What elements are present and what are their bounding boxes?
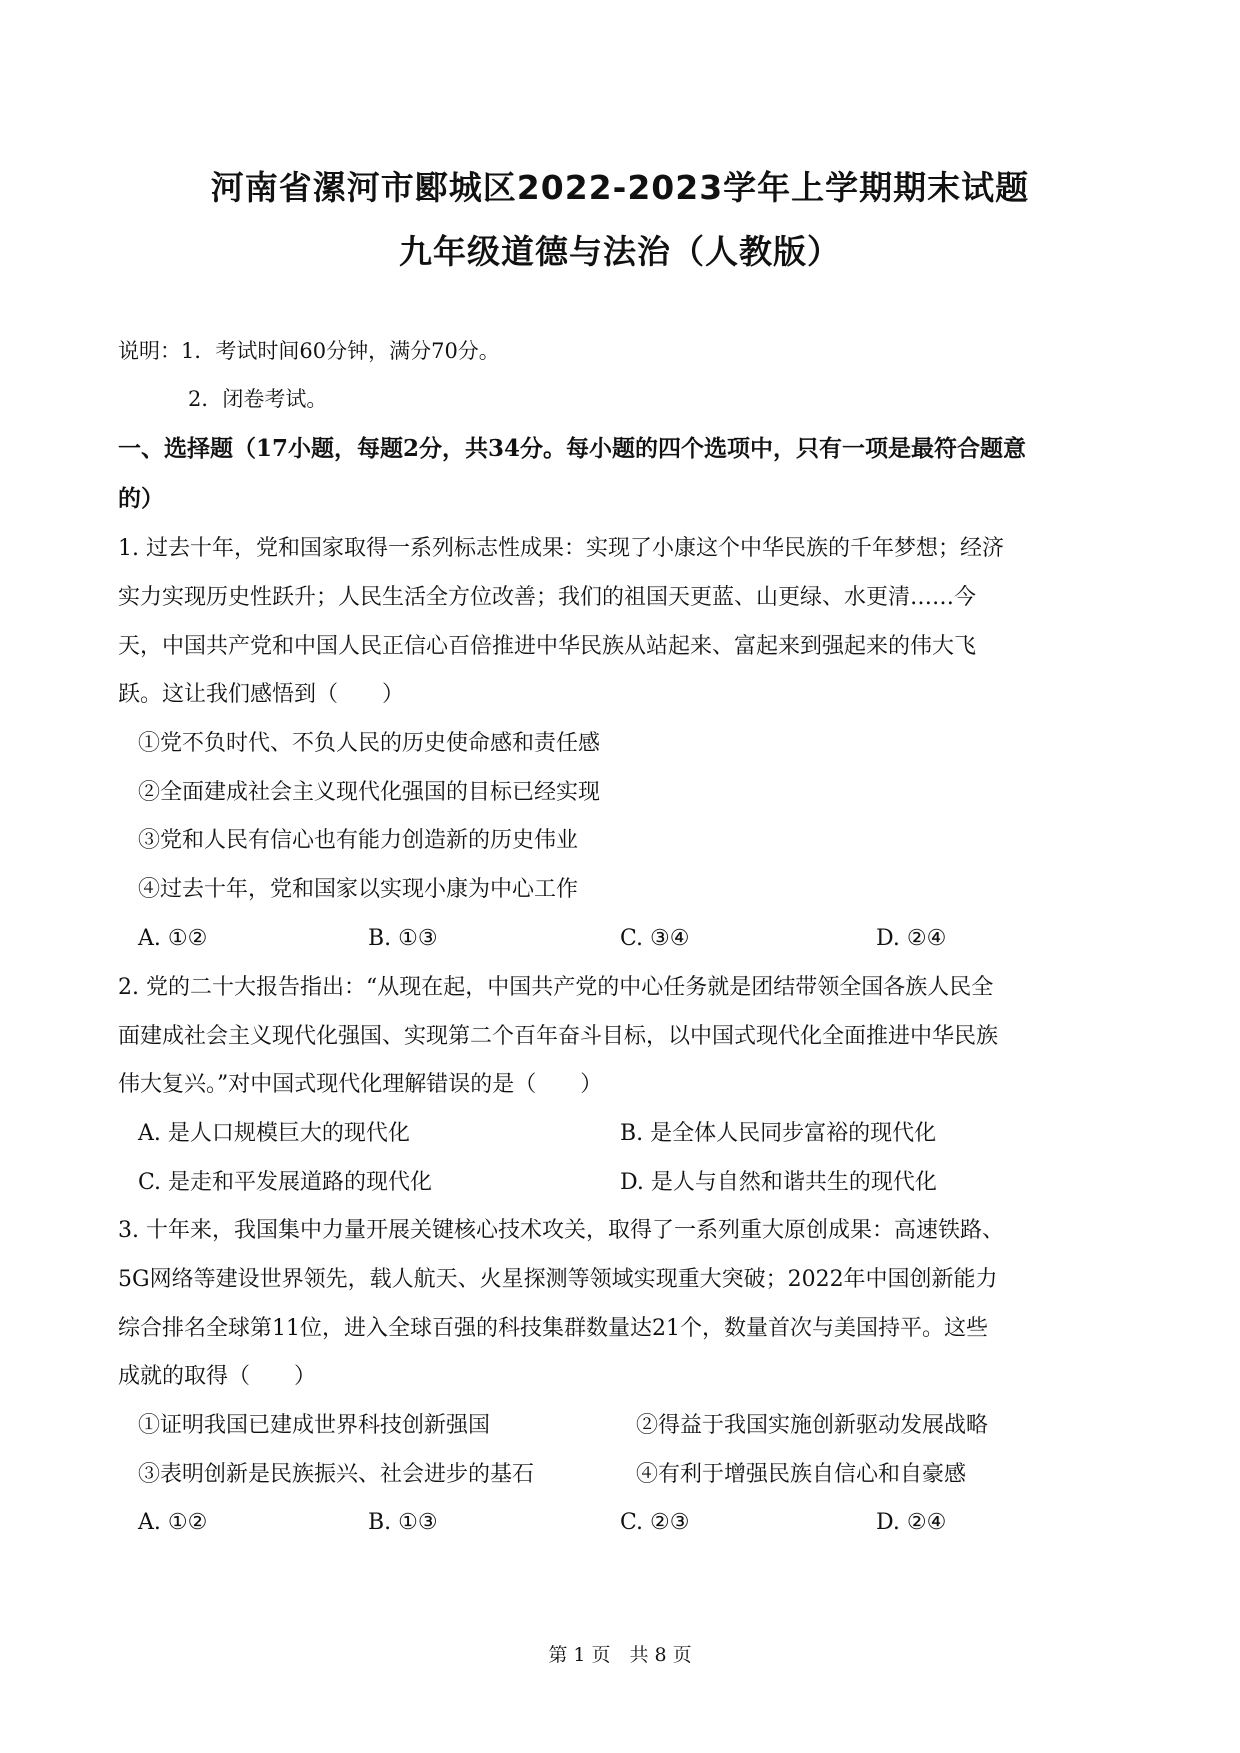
- question-2-stem: 2. 党的二十大报告指出：“从现在起，中国共产党的中心任务就是团结带领全国各族人民全: [118, 975, 994, 1000]
- question-3-statement: ④有利于增强民族自信心和自豪感: [636, 1462, 967, 1487]
- question-2-option-b: B. 是全体人民同步富裕的现代化: [620, 1121, 937, 1146]
- question-3-option-c: C. ②③: [620, 1510, 690, 1535]
- question-3-stem: 成就的取得（ ）: [118, 1364, 317, 1389]
- question-2-option-a: A. 是人口规模巨大的现代化: [138, 1121, 410, 1146]
- question-1-stem: 实力实现历史性跃升；人民生活全方位改善；我们的祖国天更蓝、山更绿、水更清……今: [118, 585, 977, 610]
- question-3-stem: 综合排名全球第11位，进入全球百强的科技集群数量达21个，数量首次与美国持平。这些: [118, 1316, 988, 1341]
- question-1-option-b: B. ①③: [368, 926, 438, 951]
- exam-subtitle: 九年级道德与法治（人教版）: [399, 232, 841, 271]
- question-1-stem: 1. 过去十年，党和国家取得一系列标志性成果：实现了小康这个中华民族的千年梦想；经济: [118, 536, 1004, 561]
- question-3-statement: ③表明创新是民族振兴、社会进步的基石: [138, 1462, 535, 1487]
- question-1-statement: ④过去十年，党和国家以实现小康为中心工作: [138, 877, 579, 902]
- question-3-stem: 3. 十年来，我国集中力量开展关键核心技术攻关，取得了一系列重大原创成果：高速铁路、: [118, 1218, 1004, 1243]
- question-1-statement: ③党和人民有信心也有能力创造新的历史伟业: [138, 828, 579, 853]
- question-1-option-d: D. ②④: [876, 926, 947, 951]
- question-3-statement: ②得益于我国实施创新驱动发展战略: [636, 1413, 989, 1438]
- question-1-option-a: A. ①②: [138, 926, 208, 951]
- question-3-option-a: A. ①②: [138, 1510, 208, 1535]
- question-1-statement: ①党不负时代、不负人民的历史使命感和责任感: [138, 731, 601, 756]
- question-1-stem: 跃。这让我们感悟到（ ）: [118, 682, 405, 707]
- section-heading-cont: 的）: [118, 485, 164, 512]
- question-2-stem: 伟大复兴。”对中国式现代化理解错误的是（ ）: [118, 1072, 603, 1097]
- question-3-statement: ①证明我国已建成世界科技创新强国: [138, 1413, 491, 1438]
- question-3-stem: 5G网络等建设世界领先，载人航天、火星探测等领域实现重大突破；2022年中国创新能力: [118, 1267, 998, 1292]
- question-1-statement: ②全面建成社会主义现代化强国的目标已经实现: [138, 780, 601, 805]
- instruction-line-1: 说明：1．考试时间60分钟，满分70分。: [118, 339, 500, 363]
- instruction-line-2: 2．闭卷考试。: [188, 387, 328, 411]
- section-heading: 一、选择题（17小题，每题2分，共34分。每小题的四个选项中，只有一项是最符合题意: [118, 435, 1027, 462]
- question-2-option-c: C. 是走和平发展道路的现代化: [138, 1170, 433, 1195]
- question-2-stem: 面建成社会主义现代化强国、实现第二个百年奋斗目标，以中国式现代化全面推进中华民族: [118, 1024, 999, 1049]
- question-2-option-d: D. 是人与自然和谐共生的现代化: [620, 1170, 937, 1195]
- question-3-option-b: B. ①③: [368, 1510, 438, 1535]
- question-1-option-c: C. ③④: [620, 926, 690, 951]
- page-number: 第 1 页 共 8 页: [548, 1644, 692, 1666]
- question-3-option-d: D. ②④: [876, 1510, 947, 1535]
- question-1-stem: 天，中国共产党和中国人民正信心百倍推进中华民族从站起来、富起来到强起来的伟大飞: [118, 634, 977, 659]
- exam-title: 河南省漯河市郾城区2022-2023学年上学期期末试题: [210, 168, 1030, 207]
